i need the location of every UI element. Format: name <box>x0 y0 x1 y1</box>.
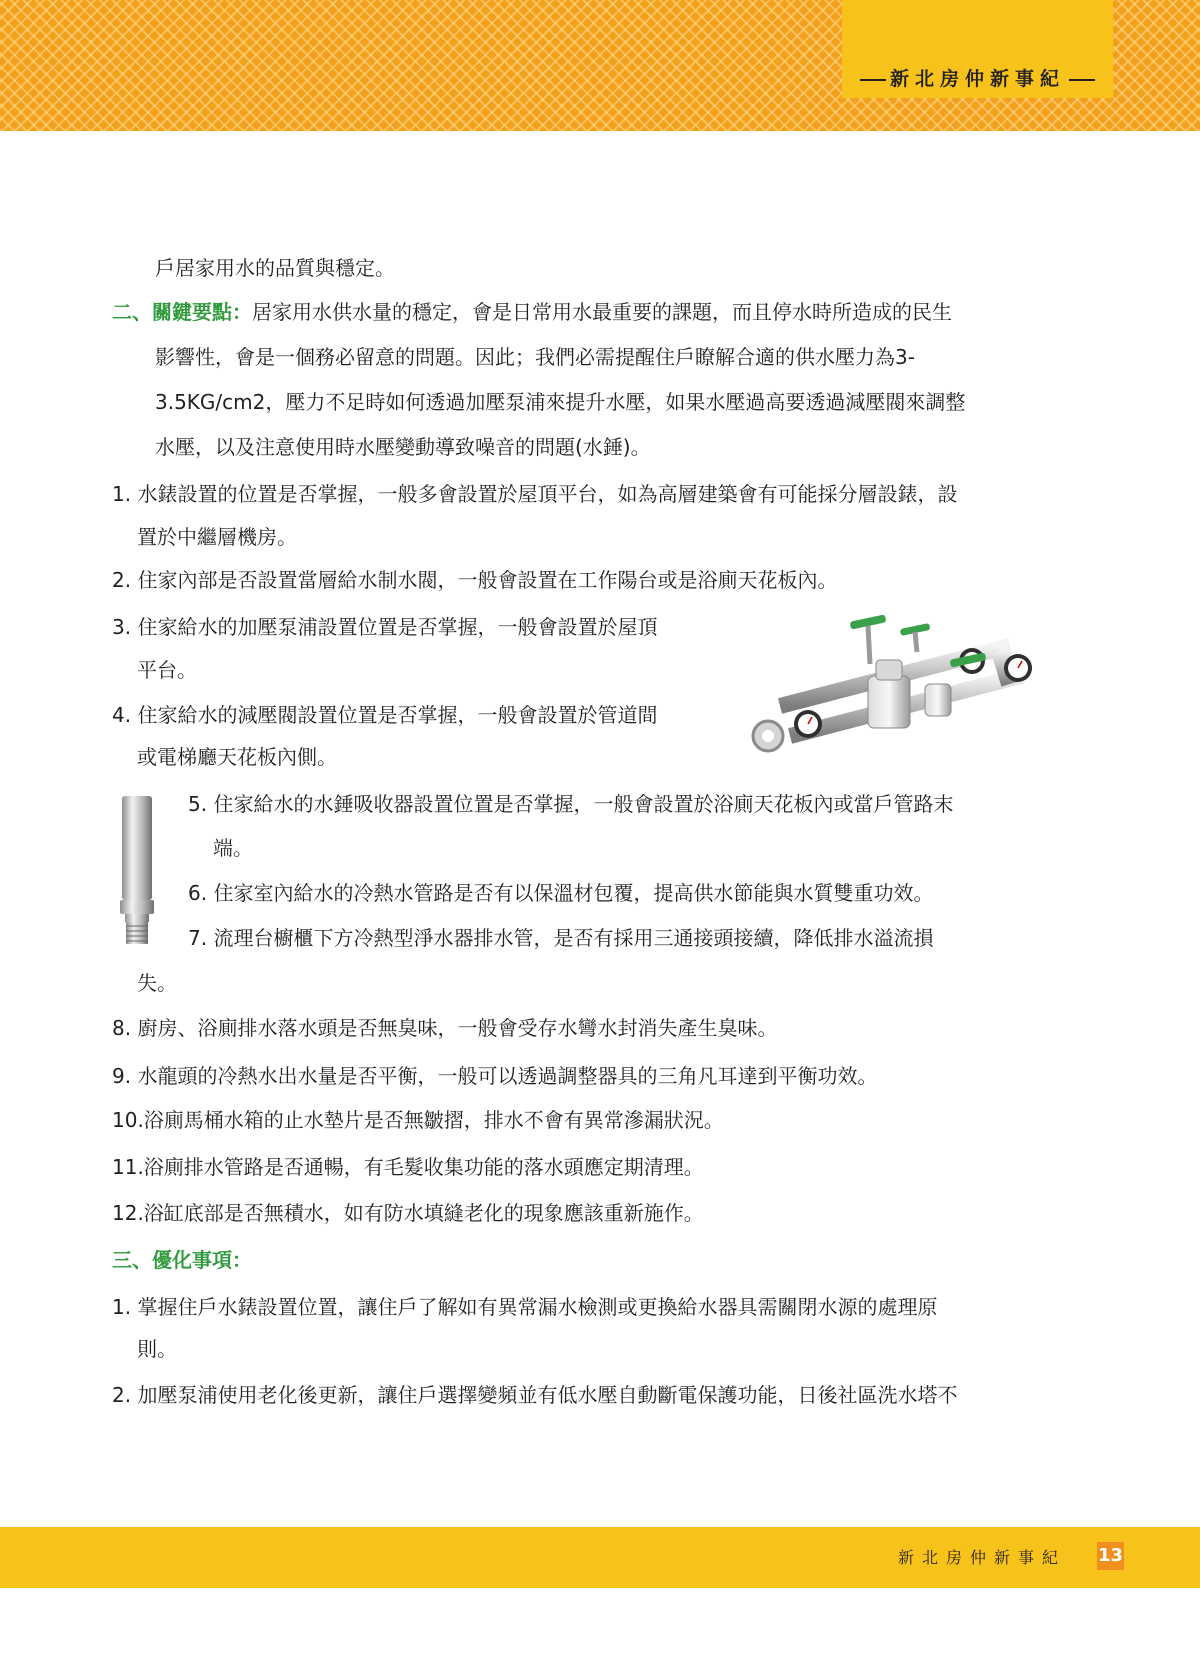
intro-line: 戶居家用水的品質與穩定。 <box>155 256 395 280</box>
header-dash-right <box>1069 79 1095 81</box>
header-title-text: 新北房仲新事紀 <box>889 68 1065 90</box>
item-7-line-1: 7. 流理台櫥櫃下方冷熱型淨水器排水管，是否有採用三通接頭接續，降低排水溢流損 <box>188 926 934 950</box>
water-hammer-absorber-image <box>116 794 158 946</box>
item-7-line-2: 失。 <box>137 971 177 995</box>
section3-item-1-line-2: 則。 <box>137 1337 177 1361</box>
item-6: 6. 住家室內給水的冷熱水管路是否有以保溫材包覆，提高供水節能與水質雙重功效。 <box>188 881 934 905</box>
item-2: 2. 住家內部是否設置當層給水制水閥，一般會設置在工作陽台或是浴廁天花板內。 <box>112 568 838 592</box>
section3-item-1-line-1: 1. 掌握住戶水錶設置位置，讓住戶了解如有異常漏水檢測或更換給水器具需關閉水源的處理原 <box>112 1295 938 1319</box>
item-1-line-2: 置於中繼層機房。 <box>137 525 297 549</box>
item-12: 12.浴缸底部是否無積水，如有防水填縫老化的現象應該重新施作。 <box>112 1201 704 1225</box>
page-number: 13 <box>1097 1542 1124 1570</box>
section2-heading: 二、關鍵要點： <box>112 300 252 324</box>
item-3-line-1: 3. 住家給水的加壓泵浦設置位置是否掌握，一般會設置於屋頂 <box>112 615 658 639</box>
item-8: 8. 廚房、浴廁排水落水頭是否無臭味，一般會受存水彎水封消失產生臭味。 <box>112 1016 778 1040</box>
item-5-line-1: 5. 住家給水的水錘吸收器設置位置是否掌握，一般會設置於浴廁天花板內或當戶管路末 <box>188 792 954 816</box>
item-9: 9. 水龍頭的冷熱水出水量是否平衡，一般可以透過調整器具的三角凡耳達到平衡功效。 <box>112 1064 878 1088</box>
section3-item-2-line-1: 2. 加壓泵浦使用老化後更新，讓住戶選擇變頻並有低水壓自動斷電保護功能，日後社區洗水塔不 <box>112 1383 958 1407</box>
pressure-reducing-valve-image <box>750 606 1050 776</box>
item-3-line-2: 平台。 <box>137 658 197 682</box>
item-4-line-2: 或電梯廳天花板內側。 <box>137 745 337 769</box>
section2-text-1: 居家用水供水量的穩定，會是日常用水最重要的課題，而且停水時所造成的民生 <box>252 300 952 324</box>
section3-heading: 三、優化事項： <box>112 1248 252 1272</box>
header-title <box>842 64 1113 91</box>
item-4-line-1: 4. 住家給水的減壓閥設置位置是否掌握，一般會設置於管道間 <box>112 703 658 727</box>
item-10: 10.浴廁馬桶水箱的止水墊片是否無皺摺，排水不會有異常滲漏狀況。 <box>112 1108 724 1132</box>
item-5-line-2: 端。 <box>213 836 253 860</box>
section2-line-2: 影響性，會是一個務必留意的問題。因此；我們必需提醒住戶瞭解合適的供水壓力為3- <box>155 345 915 369</box>
item-1-line-1: 1. 水錶設置的位置是否掌握，一般多會設置於屋頂平台，如為高層建築會有可能採分層設錶，設 <box>112 482 958 506</box>
section2-line-1 <box>112 300 952 324</box>
section2-line-4: 水壓，以及注意使用時水壓變動導致噪音的問題(水錘)。 <box>155 435 651 459</box>
item-11: 11.浴廁排水管路是否通暢，有毛髮收集功能的落水頭應定期清理。 <box>112 1155 704 1179</box>
header-dash-left <box>860 79 886 81</box>
section2-line-3: 3.5KG/cm2，壓力不足時如何透過加壓泵浦來提升水壓，如果水壓過高要透過減壓閥來調整 <box>155 390 966 414</box>
footer-title: 新北房仲新事紀 <box>898 1548 1067 1567</box>
